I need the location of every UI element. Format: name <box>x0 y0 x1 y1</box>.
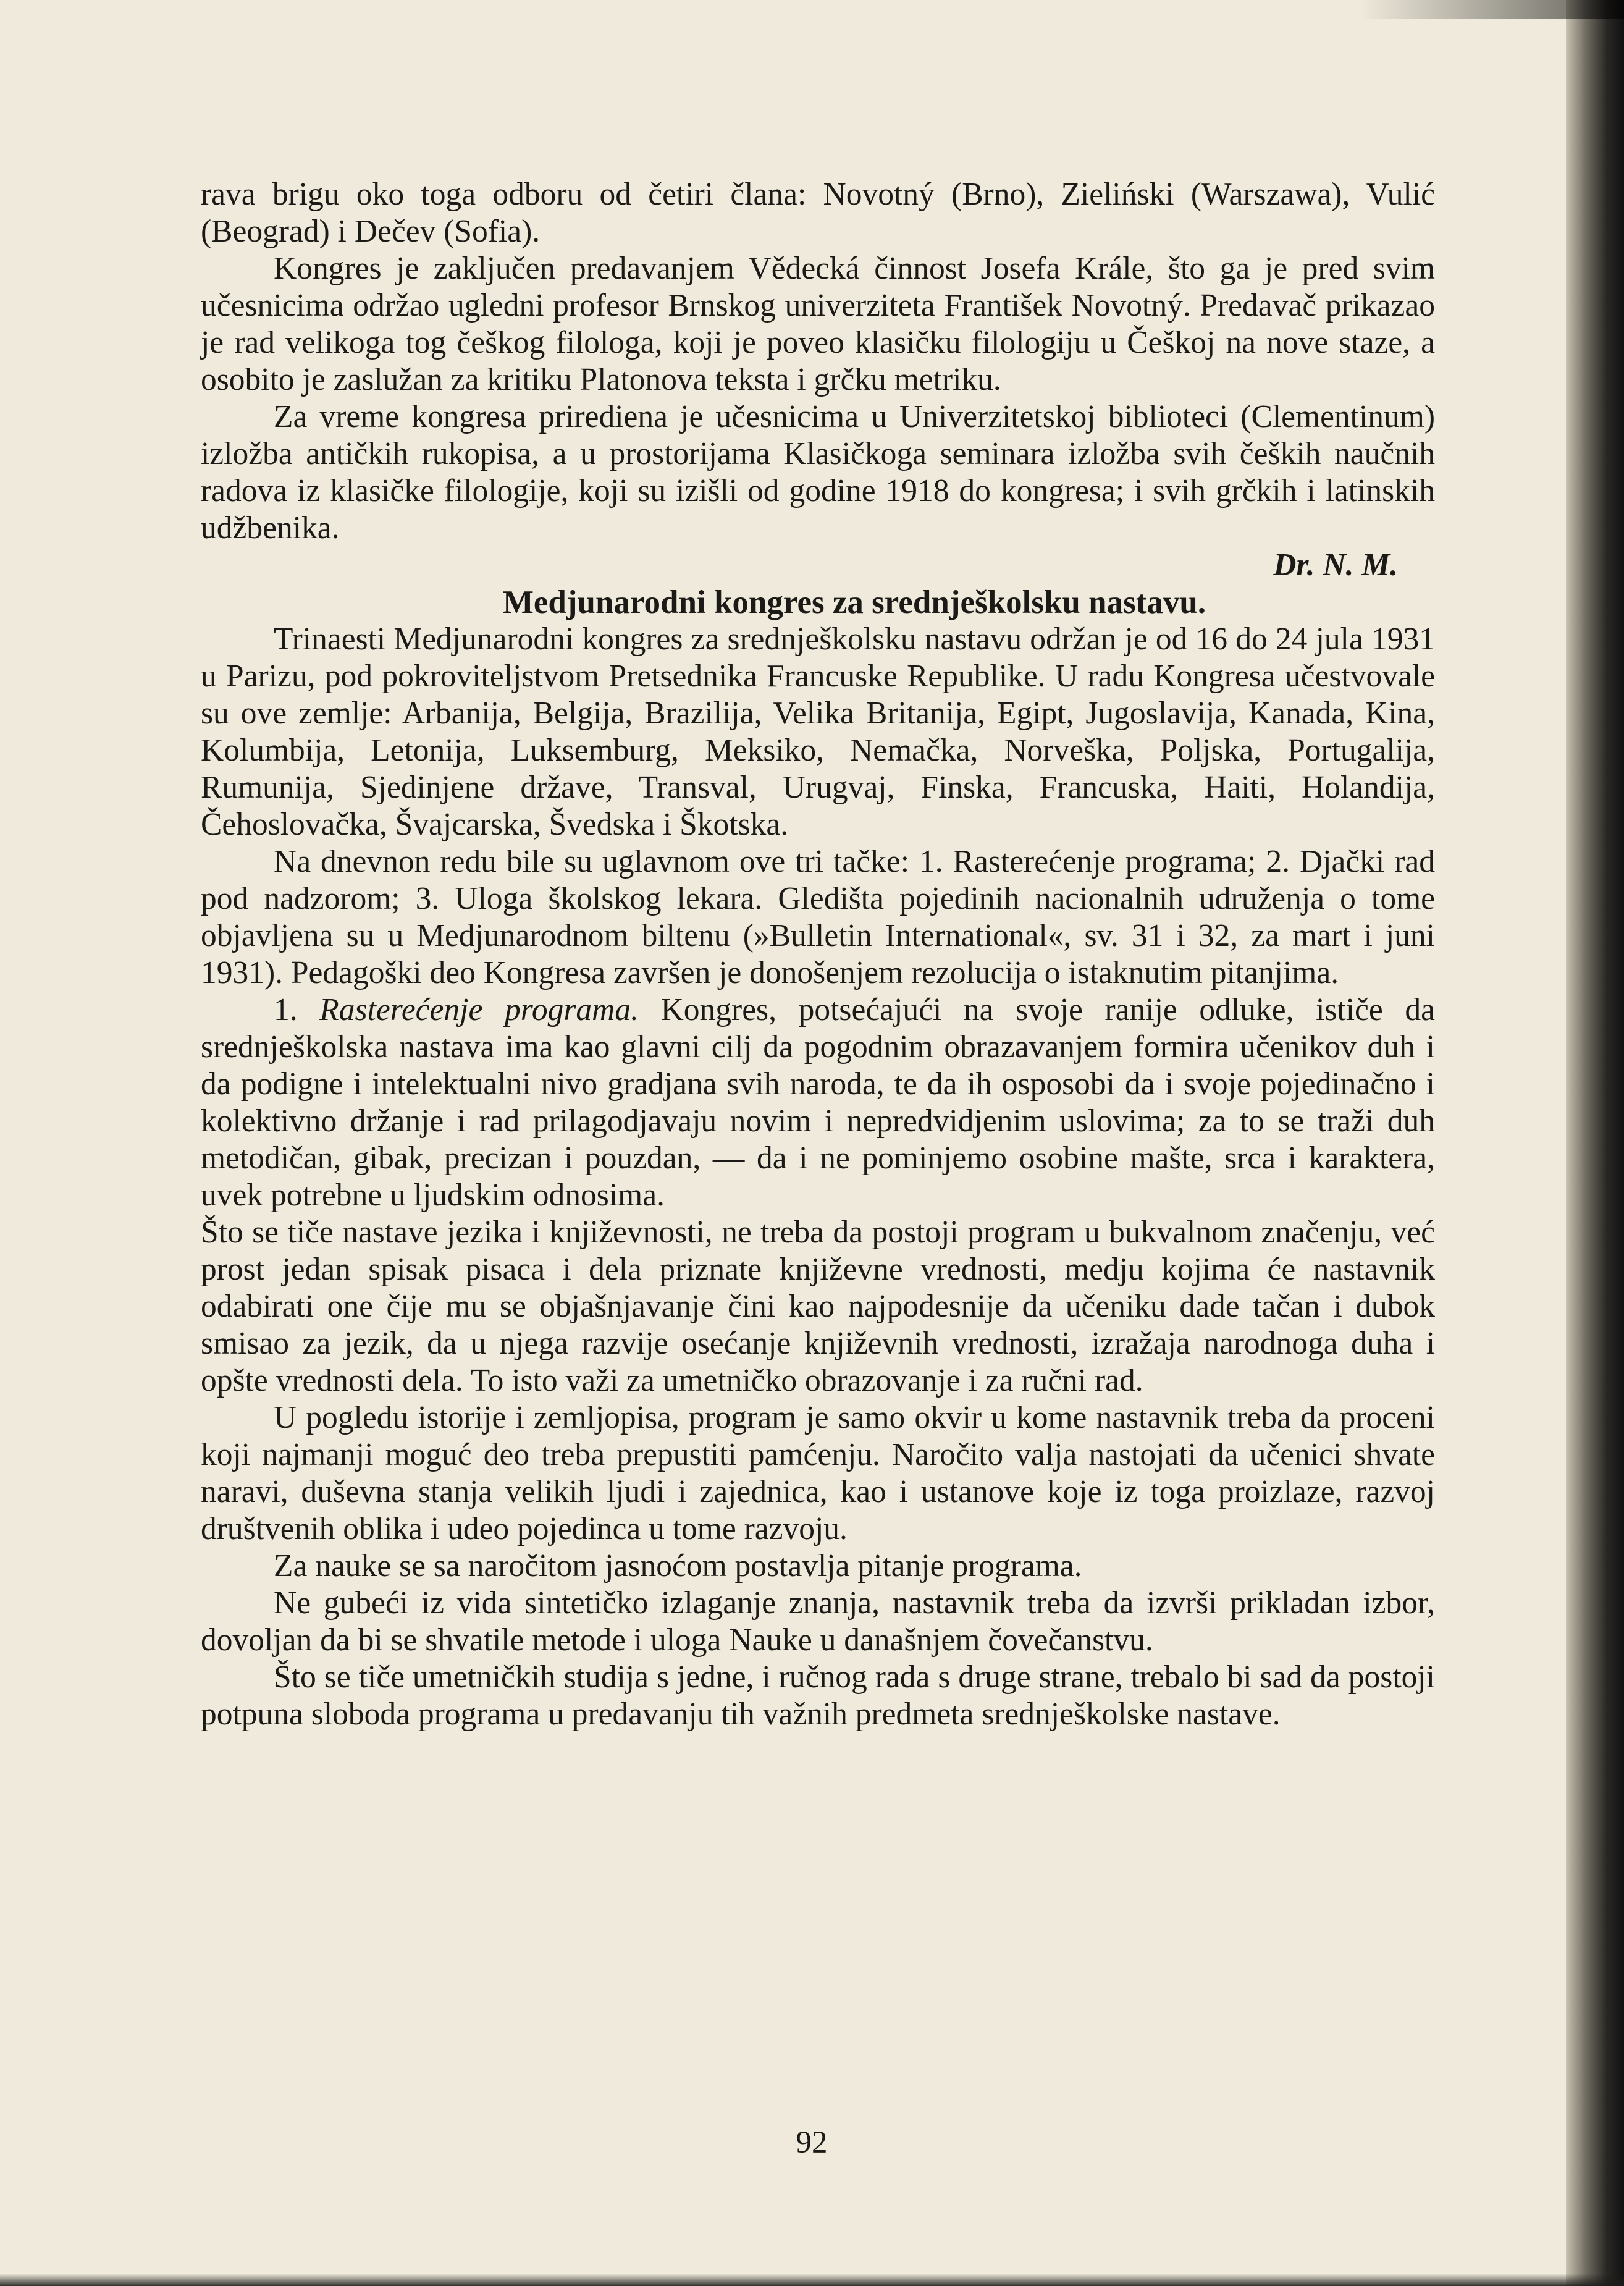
page-number: 92 <box>796 2125 828 2160</box>
author-signature: Dr. N. M. <box>1273 547 1398 583</box>
item-number: 1. <box>274 992 298 1027</box>
item-text: Kongres, potsećajući na svoje ranije odluke, ističe da srednješkolska nastava ima kao glavni cilj da pogodnim obrazavanjem formira učenikov duh i da podigne i intelektualni nivo gradjana svih naroda, te da ih osposobi da i svoje pojedinačno i kolektivno držanje i rad prilagodjavaju novim i nepredvidjenim uslovima; za to se traži duh metodičan, gibak, precizan i pouzdan, — da i ne pominjemo osobine mašte, srca i karaktera, uvek potrebne u ljudskim odnosima. <box>201 992 1436 1213</box>
paragraph-sciences: Za nauke se sa naročitom jasnoćom postavlja pitanje programa. <box>274 1548 1082 1584</box>
paragraph-language: Što se tiče nastave jezika i književnosti, ne treba da postoji program u bukvalnom značenju, već prost jedan spisak pisaca i dela priznate književne vrednosti, medju kojima će nastavnik odabirati one čije mu se objašnjavanje čini kao najpodesnije da učeniku dade tačan i dubok smisao za jezik, da u njega razvije osećanje književnih vrednosti, izražaja narodnoga duha i opšte vrednosti dela. To isto važi za umetničko obrazovanje i za ručni rad. <box>201 1215 1435 1398</box>
paragraph-agenda: Na dnevnon redu bile su uglavnom ove tri tačke: 1. Rasterećenje programa; 2. Djački rad pod nadzorom; 3. Uloga školskog lekara. Gledišta pojedinih nacionalnih udruženja o tome objavljena su u Medjunarodnom biltenu (»Bulletin International«, sv. 31 i 32, za mart i juni 1931). Pedagoški deo Kongresa završen je donošenjem rezolucija o istaknutim pitanjima. <box>201 844 1435 990</box>
section-heading: Medjunarodni kongres za srednješkolsku nastavu. <box>502 584 1206 620</box>
corner-shadow <box>1359 0 1624 19</box>
paragraph-exhibition: Za vreme kongresa prirediena je učesnicima u Univerzitetskoj biblioteci (Clementinum) izložba antičkih rukopisa, a u prostorijama Klasičkoga seminara izložba svih čeških naučnih radova iz klasičke filologije, koji su izišli od godine 1918 do kongresa; i svih grčkih i latinskih udžbenika. <box>201 399 1435 546</box>
paragraph-congress-intro: Trinaesti Medjunarodni kongres za srednješkolsku nastavu održan je od 16 do 24 jula 1931 u Parizu, pod pokroviteljstvom Pretsednika Francuske Republike. U radu Kongresa učestvovale su ove zemlje: Arbanija, Belgija, Brazilija, Velika Britanija, Egipt, Jugoslavija, Kanada, Kina, Kolumbija, Letonija, Luksemburg, Meksiko, Nemačka, Norveška, Poljska, Portugalija, Rumunija, Sjedinjene države, Transval, Urugvaj, Finska, Francuska, Haiti, Holandija, Čehoslovačka, Švajcarska, Švedska i Škotska. <box>201 622 1435 842</box>
paragraph-continued: rava brigu oko toga odboru od četiri člana: Novotný (Brno), Zieliński (Warszawa), Vulić (Beograd) i Dečev (Sofia). <box>201 177 1435 249</box>
paragraph-lecture: Kongres je zaključen predavanjem Vědecká činnost Josefa Krále, što ga je pred svim učesnicima održao ugledni profesor Brnskog univerziteta František Novotný. Predavač prikazao je rad velikoga tog češkog filologa, koji je poveo klasičku filologiju u Češkoj na nove staze, a osobito je zaslužan za kritiku Platonova teksta i grčku metriku. <box>201 251 1435 397</box>
item-title: Rasterećenje programa. <box>319 992 639 1027</box>
paragraph-arts: Što se tiče umetničkih studija s jedne, i ručnog rada s druge strane, trebalo bi sad da postoji potpuna sloboda programa u predavanju tih važnih predmeta srednješkolske nastave. <box>201 1660 1435 1732</box>
article-body <box>201 176 1435 1733</box>
paragraph-history: U pogledu istorije i zemljopisa, program je samo okvir u kome nastavnik treba da proceni koji najmanji moguć deo treba prepustiti pamćenju. Naročito valja nastojati da učenici shvate naravi, duševna stanja velikih ljudi i zajednica, kao i ustanove koje iz toga proizlaze, razvoj društvenih oblika i udeo pojedinca u tome razvoju. <box>201 1400 1435 1546</box>
paragraph-selection: Ne gubeći iz vida sintetičko izlaganje znanja, nastavnik treba da izvrši prikladan izbor, dovoljan da bi se shvatile metode i uloga Nauke u današnjem čovečanstvu. <box>201 1585 1435 1658</box>
paragraph-item-1 <box>201 992 1435 1214</box>
book-gutter <box>1566 0 1624 2286</box>
bottom-edge-shadow <box>0 2274 1624 2286</box>
